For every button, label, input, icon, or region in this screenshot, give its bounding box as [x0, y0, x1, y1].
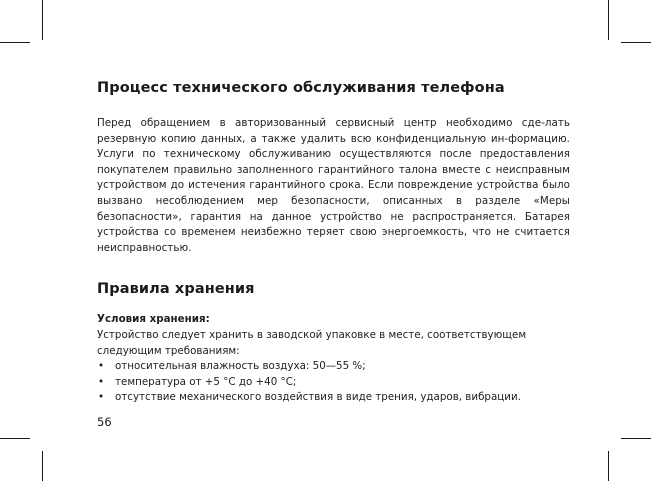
- crop-mark-left-lower: [0, 438, 30, 439]
- document-page: [97, 80, 570, 406]
- crop-mark-right-lower: [621, 438, 651, 439]
- crop-mark-left-upper: [0, 42, 30, 43]
- crop-mark-top-right: [608, 0, 609, 40]
- bullet-icon: •: [98, 391, 105, 404]
- list-item: [97, 359, 570, 375]
- bullet-icon: •: [98, 360, 105, 373]
- section-title-storage: Правила хранения: [97, 281, 255, 298]
- storage-requirements-list: [97, 359, 570, 406]
- storage-intro: Устройство следует хранить в заводской упаковке в месте, соответствующем следующим требованиям:: [97, 328, 527, 357]
- crop-mark-bottom-right: [608, 451, 609, 481]
- list-item-text: температура от +5 °C до +40 °C;: [115, 375, 297, 388]
- crop-mark-right-upper: [621, 42, 651, 43]
- page-number: 56: [97, 415, 112, 429]
- maintenance-paragraph: Перед обращением в авторизованный сервисный центр необходимо сде-лать резервную копию данных, а также удалить всю конфиденциальную ин-формацию. Услуги по техническому обслуживанию осуществляются после предоставления покупателем правильно заполненного гарантийного талона вместе с неисправным устройством до истечения гарантийного срока. Если повреждение устройства было вызвано несоблюдением мер безопасности, описанных в разделе «Меры безопасности», гарантия на данное устройство не распространяется. Батарея устройства со временем неизбежно теряет свою энергоемкость, что не считается неисправностью.: [97, 117, 570, 254]
- crop-mark-bottom-left: [42, 451, 43, 481]
- list-item: [97, 375, 570, 391]
- list-item: [97, 390, 570, 406]
- storage-conditions-subheading: Условия хранения:: [97, 313, 210, 326]
- list-item-text: отсутствие механического воздействия в виде трения, ударов, вибрации.: [115, 391, 521, 404]
- crop-mark-top-left: [42, 0, 43, 40]
- section-title-maintenance: Процесс технического обслуживания телефона: [97, 80, 505, 96]
- bullet-icon: •: [98, 375, 105, 388]
- list-item-text: относительная влажность воздуха: 50—55 %;: [115, 360, 366, 373]
